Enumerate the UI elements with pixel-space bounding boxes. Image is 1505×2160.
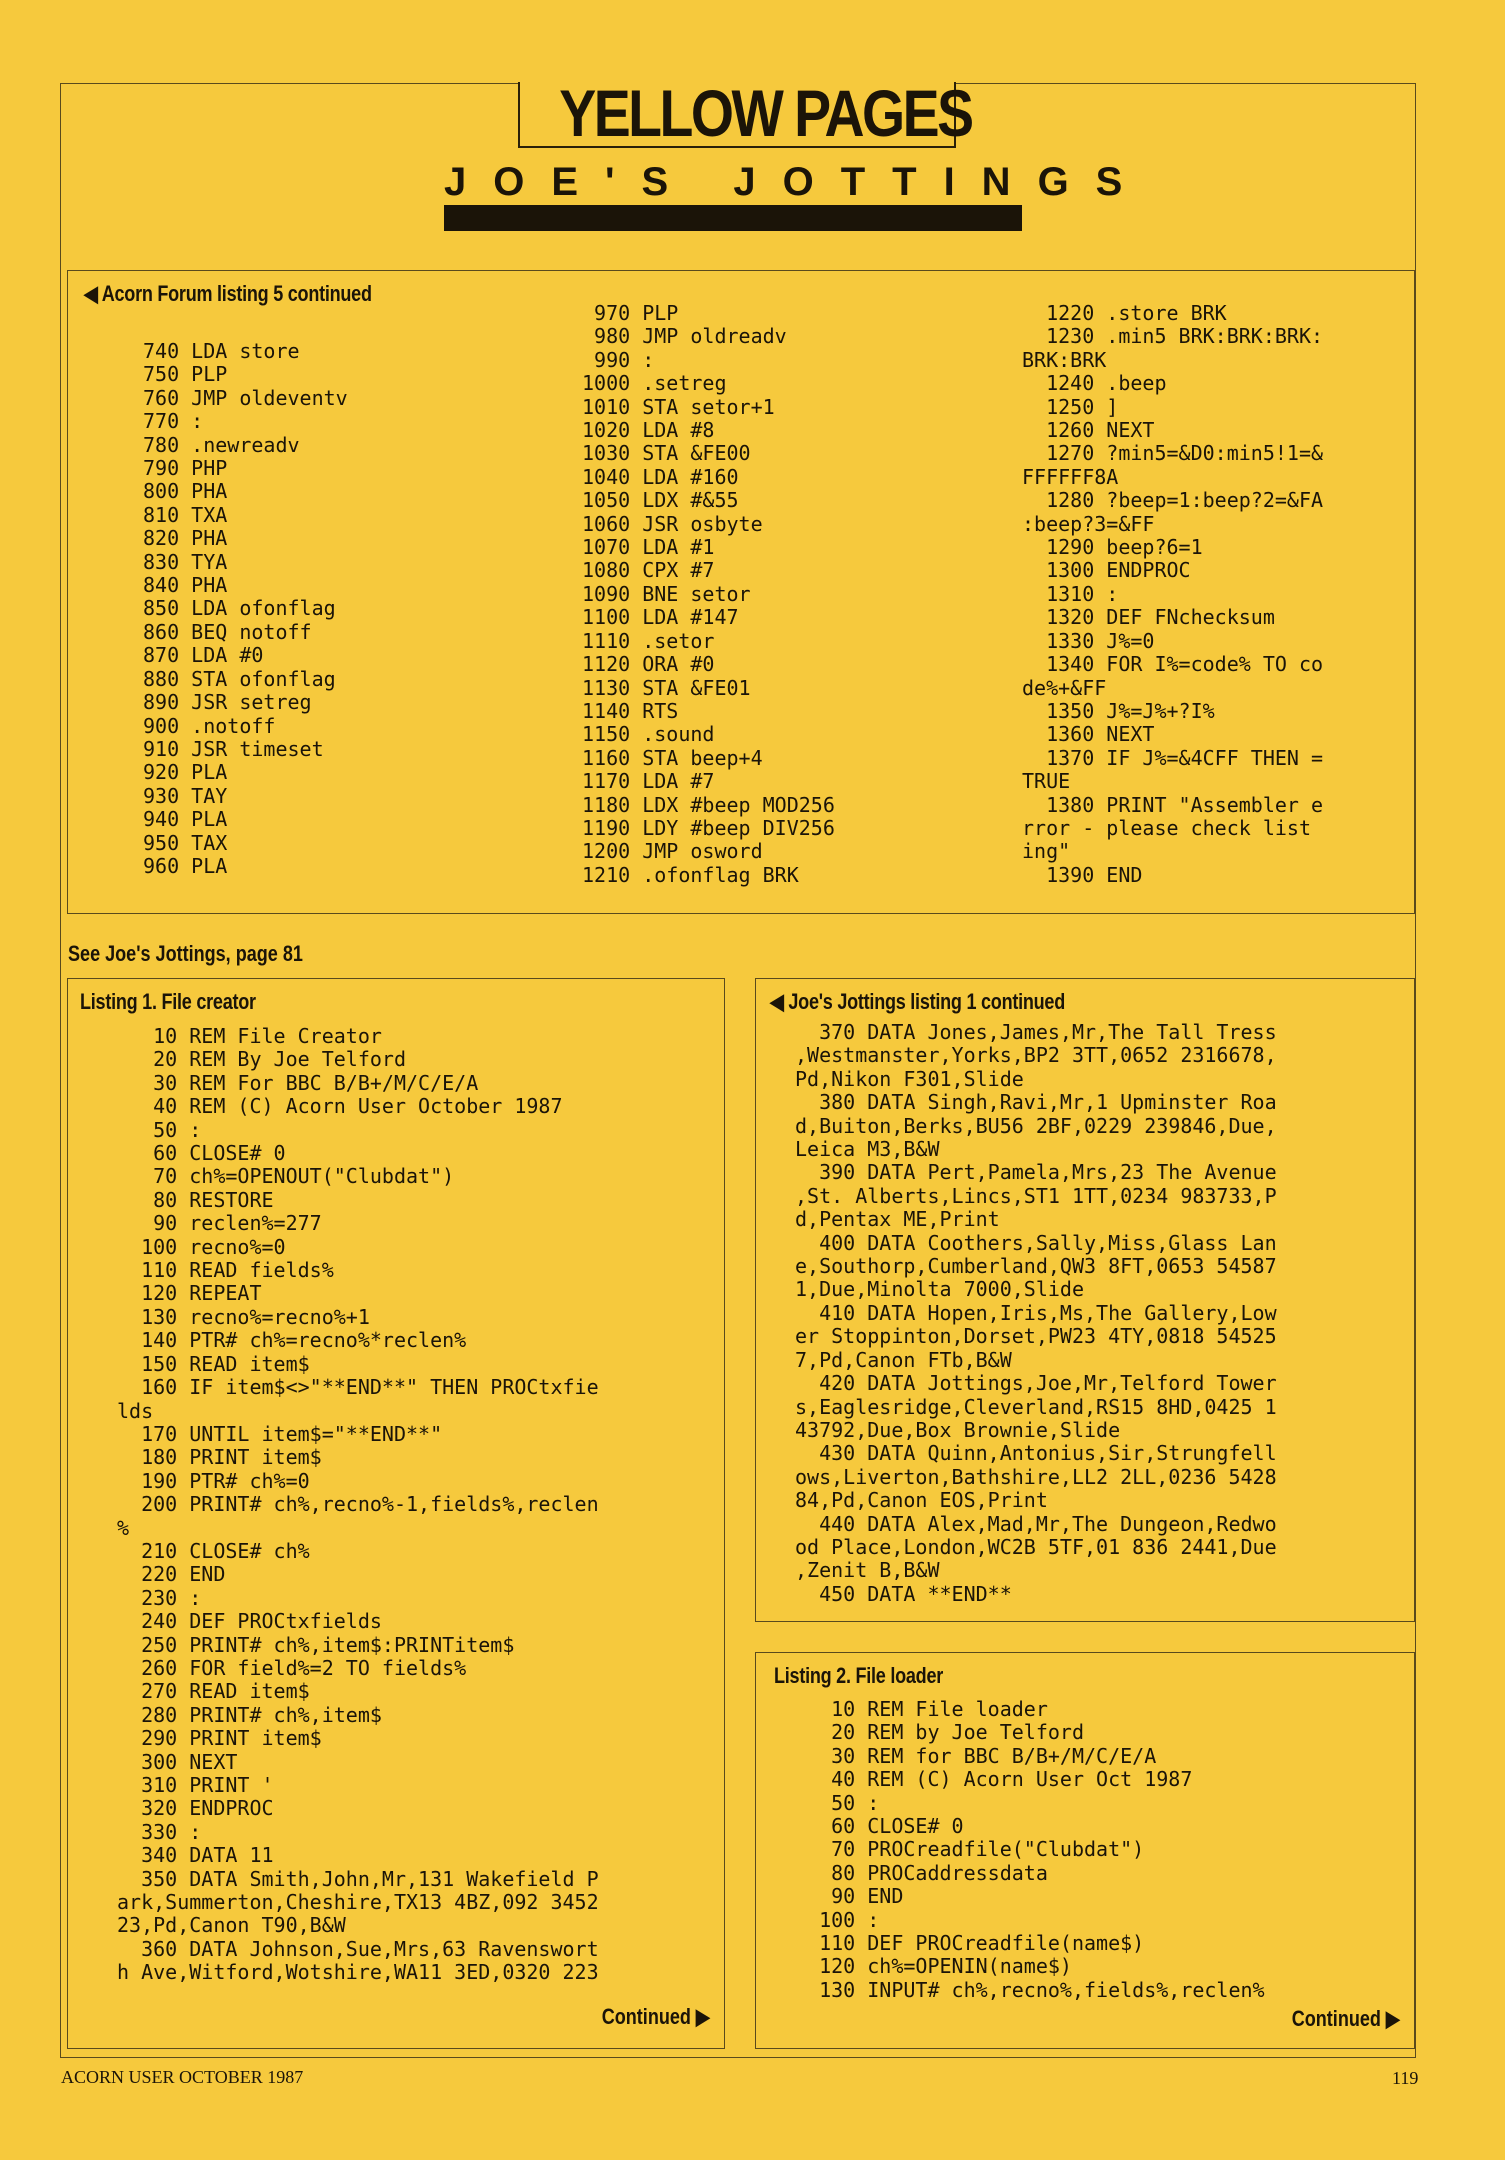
code-line: 300 NEXT <box>117 1749 238 1774</box>
acorn-forum-col2-text <box>582 302 835 887</box>
code-line: 330 : <box>117 1819 202 1844</box>
code-line: 23,Pd,Canon T90,B&W <box>117 1913 346 1938</box>
code-line: 1130 STA &FE01 <box>582 675 751 700</box>
code-line: 810 TXA <box>143 502 228 527</box>
code-line: 1140 RTS <box>582 698 679 723</box>
code-line: e,Southorp,Cumberland,QW3 8FT,0653 54587 <box>795 1254 1277 1279</box>
code-line: 210 CLOSE# ch% <box>117 1538 310 1563</box>
listing1-cont-heading-text: Joe's Jottings listing 1 continued <box>788 989 1065 1014</box>
acorn-forum-col1 <box>143 340 348 878</box>
code-line: 310 PRINT ' <box>117 1773 274 1797</box>
code-line: 1040 LDA #160 <box>582 464 739 489</box>
code-line: 910 JSR timeset <box>143 736 324 761</box>
code-line: 110 DEF PROCreadfile(name$) <box>795 1931 1145 1956</box>
code-line: 1330 J%=0 <box>1022 628 1155 653</box>
code-line: 970 PLP <box>582 301 679 325</box>
code-line: 1,Due,Minolta 7000,Slide <box>795 1277 1084 1302</box>
listing2-continued <box>1292 2006 1400 2032</box>
code-line: 1050 LDX #&55 <box>582 488 739 513</box>
code-line: 1310 : <box>1022 581 1119 606</box>
code-line: 1150 .sound <box>582 722 715 747</box>
title-box <box>518 76 972 150</box>
code-line: d,Buiton,Berks,BU56 2BF,0229 239846,Due, <box>795 1113 1277 1138</box>
code-line: ing" <box>1022 839 1071 864</box>
code-line: 1100 LDA #147 <box>582 605 739 630</box>
code-line: 900 .notoff <box>143 713 276 738</box>
code-line: 1260 NEXT <box>1022 418 1155 443</box>
code-line: 80 RESTORE <box>117 1187 274 1212</box>
code-line: 90 reclen%=277 <box>117 1211 322 1236</box>
code-line: ,Westmanster,Yorks,BP2 3TT,0652 2316678, <box>795 1043 1277 1068</box>
page-title: YELLOW PAGES <box>559 76 972 150</box>
code-line: 240 DEF PROCtxfields <box>117 1609 382 1634</box>
listing1-code <box>117 1025 599 1985</box>
code-line: :beep?3=&FF <box>1022 511 1155 536</box>
acorn-forum-heading <box>84 281 372 307</box>
code-line: 1380 PRINT "Assembler e <box>1022 792 1324 817</box>
code-line: 320 ENDPROC <box>117 1796 274 1821</box>
code-line: % <box>117 1515 130 1540</box>
code-line: 20 REM by Joe Telford <box>795 1720 1084 1745</box>
arrow-right-icon: ▶ <box>696 2004 710 2029</box>
listing1-cont-heading <box>770 989 1065 1015</box>
code-line: 1010 STA setor+1 <box>582 394 775 419</box>
code-line: 270 READ item$ <box>117 1679 310 1704</box>
code-line: 10 REM File Creator <box>117 1024 382 1048</box>
code-line: 1120 ORA #0 <box>582 652 715 677</box>
code-line: 1360 NEXT <box>1022 722 1155 747</box>
code-line: er Stoppinton,Dorset,PW23 4TY,0818 54525 <box>795 1324 1277 1349</box>
code-line: 190 PTR# ch%=0 <box>117 1468 310 1493</box>
code-line: 90 END <box>795 1884 904 1909</box>
code-line: 1350 J%=J%+?I% <box>1022 698 1215 723</box>
see-also-note: See Joe's Jottings, page 81 <box>68 941 303 966</box>
code-line: BRK:BRK <box>1022 347 1107 372</box>
code-line: 1300 ENDPROC <box>1022 558 1191 583</box>
code-line: 30 REM For BBC B/B+/M/C/E/A <box>117 1070 479 1095</box>
acorn-forum-heading-text: Acorn Forum listing 5 continued <box>101 281 372 306</box>
code-line: 1320 DEF FNchecksum <box>1022 605 1275 630</box>
code-line: 1280 ?beep=1:beep?2=&FA <box>1022 488 1324 513</box>
continued-label: Continued <box>601 2004 692 2029</box>
code-line: 1060 JSR osbyte <box>582 511 763 536</box>
code-line: 40 REM (C) Acorn User Oct 1987 <box>795 1767 1193 1792</box>
code-line: 1220 .store BRK <box>1022 301 1227 325</box>
code-line: 340 DATA 11 <box>117 1843 274 1868</box>
code-line: 990 : <box>582 347 655 372</box>
code-line: 1290 beep?6=1 <box>1022 535 1203 560</box>
code-line: 130 recno%=recno%+1 <box>117 1304 370 1329</box>
code-line: 930 TAY <box>143 783 228 808</box>
code-line: 1390 END <box>1022 862 1143 887</box>
listing1-continued <box>602 2004 710 2030</box>
code-line: 50 : <box>117 1117 202 1142</box>
code-line: 850 LDA ofonflag <box>143 596 336 621</box>
listing2-heading: Listing 2. File loader <box>774 1663 944 1688</box>
code-line: s,Eaglesridge,Cleverland,RS15 8HD,0425 1 <box>795 1394 1277 1419</box>
code-line: ,Zenit B,B&W <box>795 1558 940 1583</box>
code-line: 7,Pd,Canon FTb,B&W <box>795 1347 1012 1372</box>
code-line: 400 DATA Coothers,Sally,Miss,Glass Lan <box>795 1230 1277 1255</box>
code-line: 80 PROCaddressdata <box>795 1860 1048 1885</box>
arrow-left-icon: ◀ <box>84 281 98 306</box>
code-line: 940 PLA <box>143 807 228 832</box>
code-line: 450 DATA **END** <box>795 1581 1012 1606</box>
code-line: 880 STA ofonflag <box>143 666 336 691</box>
code-line: 1340 FOR I%=code% TO co <box>1022 652 1324 677</box>
code-line: 120 ch%=OPENIN(name$) <box>795 1954 1072 1979</box>
code-line: 290 PRINT item$ <box>117 1726 322 1751</box>
code-line: 170 UNTIL item$="**END**" <box>117 1421 443 1446</box>
code-line: 790 PHP <box>143 456 228 481</box>
code-line: ark,Summerton,Cheshire,TX13 4BZ,092 3452 <box>117 1890 599 1915</box>
arrow-right-icon: ▶ <box>1386 2006 1400 2031</box>
code-line: 70 ch%=OPENOUT("Clubdat") <box>117 1164 455 1189</box>
title-bar <box>444 205 1022 231</box>
code-line: 800 PHA <box>143 479 228 504</box>
listing2-code <box>795 1698 1265 2002</box>
code-line: 420 DATA Jottings,Joe,Mr,Telford Tower <box>795 1371 1277 1396</box>
code-line: 1210 .ofonflag BRK <box>582 862 799 887</box>
code-line: 1240 .beep <box>1022 371 1167 396</box>
code-line: 1200 JMP osword <box>582 839 763 864</box>
code-line: 950 TAX <box>143 830 228 855</box>
code-line: 1160 STA beep+4 <box>582 745 763 770</box>
code-line: FFFFFF8A <box>1022 464 1119 489</box>
code-line: 410 DATA Hopen,Iris,Ms,The Gallery,Low <box>795 1300 1277 1325</box>
code-line: 1030 STA &FE00 <box>582 441 751 466</box>
code-line: TRUE <box>1022 769 1071 794</box>
code-line: 370 DATA Jones,James,Mr,The Tall Tress <box>795 1020 1277 1044</box>
page-subtitle: JOE'S JOTTINGS <box>444 160 1150 204</box>
code-line: 1230 .min5 BRK:BRK:BRK: <box>1022 324 1324 349</box>
code-line: h Ave,Witford,Wotshire,WA11 3ED,0320 223 <box>117 1960 599 1985</box>
code-line: 920 PLA <box>143 760 228 785</box>
code-line: 40 REM (C) Acorn User October 1987 <box>117 1094 563 1119</box>
code-line: 890 JSR setreg <box>143 690 312 715</box>
code-line: 250 PRINT# ch%,item$:PRINTitem$ <box>117 1632 515 1657</box>
code-line: 100 recno%=0 <box>117 1234 286 1259</box>
code-line: 1250 ] <box>1022 394 1119 419</box>
code-line: 30 REM for BBC B/B+/M/C/E/A <box>795 1743 1157 1768</box>
code-line: 230 : <box>117 1585 202 1610</box>
code-line: Leica M3,B&W <box>795 1137 940 1162</box>
code-line: 10 REM File loader <box>795 1697 1048 1721</box>
code-line: 60 CLOSE# 0 <box>795 1814 964 1839</box>
code-line: 760 JMP oldeventv <box>143 385 348 410</box>
code-line: 260 FOR field%=2 TO fields% <box>117 1655 467 1680</box>
code-line: 1080 CPX #7 <box>582 558 715 583</box>
code-line: 120 REPEAT <box>117 1281 262 1306</box>
code-line: 1170 LDA #7 <box>582 769 715 794</box>
code-line: 130 INPUT# ch%,recno%,fields%,reclen% <box>795 1977 1265 2002</box>
code-line: 110 READ fields% <box>117 1258 334 1283</box>
code-line: 770 : <box>143 409 204 434</box>
footer-publication: ACORN USER OCTOBER 1987 <box>61 2067 304 2087</box>
code-line: 280 PRINT# ch%,item$ <box>117 1702 382 1727</box>
code-line: 60 CLOSE# 0 <box>117 1141 286 1166</box>
acorn-forum-col3 <box>1022 302 1323 887</box>
code-line: d,Pentax ME,Print <box>795 1207 1000 1232</box>
code-line: 870 LDA #0 <box>143 643 264 668</box>
code-line: 350 DATA Smith,John,Mr,131 Wakefield P <box>117 1866 599 1891</box>
code-line: 140 PTR# ch%=recno%*reclen% <box>117 1328 467 1353</box>
continued-label: Continued <box>1291 2006 1382 2031</box>
code-line: rror - please check list <box>1022 815 1311 840</box>
code-line: 430 DATA Quinn,Antonius,Sir,Strungfell <box>795 1441 1277 1466</box>
code-line: 820 PHA <box>143 526 228 551</box>
code-line: 1090 BNE setor <box>582 581 751 606</box>
code-line: 220 END <box>117 1562 226 1587</box>
footer-page-number: 119 <box>1392 2068 1419 2088</box>
code-line: Pd,Nikon F301,Slide <box>795 1066 1024 1091</box>
code-line: 1370 IF J%=&4CFF THEN = <box>1022 745 1324 770</box>
arrow-left-icon: ◀ <box>770 989 784 1014</box>
code-line: 180 PRINT item$ <box>117 1445 322 1470</box>
code-line: 50 : <box>795 1790 880 1815</box>
code-line: 1190 LDY #beep DIV256 <box>582 815 835 840</box>
code-line: 1110 .setor <box>582 628 715 653</box>
code-line: 84,Pd,Canon EOS,Print <box>795 1488 1048 1513</box>
code-line: 20 REM By Joe Telford <box>117 1047 406 1072</box>
code-line: 750 PLP <box>143 362 228 387</box>
code-line: 980 JMP oldreadv <box>582 324 787 349</box>
code-line: 360 DATA Johnson,Sue,Mrs,63 Ravenswort <box>117 1936 599 1961</box>
code-line: 70 PROCreadfile("Clubdat") <box>795 1837 1145 1862</box>
code-line: od Place,London,WC2B 5TF,01 836 2441,Due <box>795 1534 1277 1559</box>
code-line: 860 BEQ notoff <box>143 619 312 644</box>
code-line: 160 IF item$<>"**END**" THEN PROCtxfie <box>117 1375 599 1400</box>
code-line: 390 DATA Pert,Pamela,Mrs,23 The Avenue <box>795 1160 1277 1185</box>
code-line: 1000 .setreg <box>582 371 727 396</box>
code-line: 840 PHA <box>143 573 228 598</box>
code-line: 960 PLA <box>143 853 228 878</box>
code-line: 380 DATA Singh,Ravi,Mr,1 Upminster Roa <box>795 1090 1277 1115</box>
listing1-cont-code <box>795 1021 1277 1606</box>
code-line: 830 TYA <box>143 549 228 574</box>
code-line: ows,Liverton,Bathshire,LL2 2LL,0236 5428 <box>795 1464 1277 1489</box>
code-line: 740 LDA store <box>143 339 300 363</box>
code-line: 100 : <box>795 1907 880 1932</box>
code-line: de%+&FF <box>1022 675 1107 700</box>
code-line: 780 .newreadv <box>143 432 300 457</box>
code-line: 150 READ item$ <box>117 1351 310 1376</box>
code-line: 200 PRINT# ch%,recno%-1,fields%,reclen <box>117 1492 599 1517</box>
code-line: lds <box>117 1398 154 1423</box>
code-line: 1270 ?min5=&D0:min5!1=& <box>1022 441 1324 466</box>
code-line: 43792,Due,Box Brownie,Slide <box>795 1417 1121 1442</box>
code-line: 1020 LDA #8 <box>582 418 715 443</box>
code-line: 440 DATA Alex,Mad,Mr,The Dungeon,Redwo <box>795 1511 1277 1536</box>
listing1-heading: Listing 1. File creator <box>80 989 256 1014</box>
code-line: 1070 LDA #1 <box>582 535 715 560</box>
code-line: ,St. Alberts,Lincs,ST1 1TT,0234 983733,P <box>795 1183 1277 1208</box>
code-line: 1180 LDX #beep MOD256 <box>582 792 835 817</box>
